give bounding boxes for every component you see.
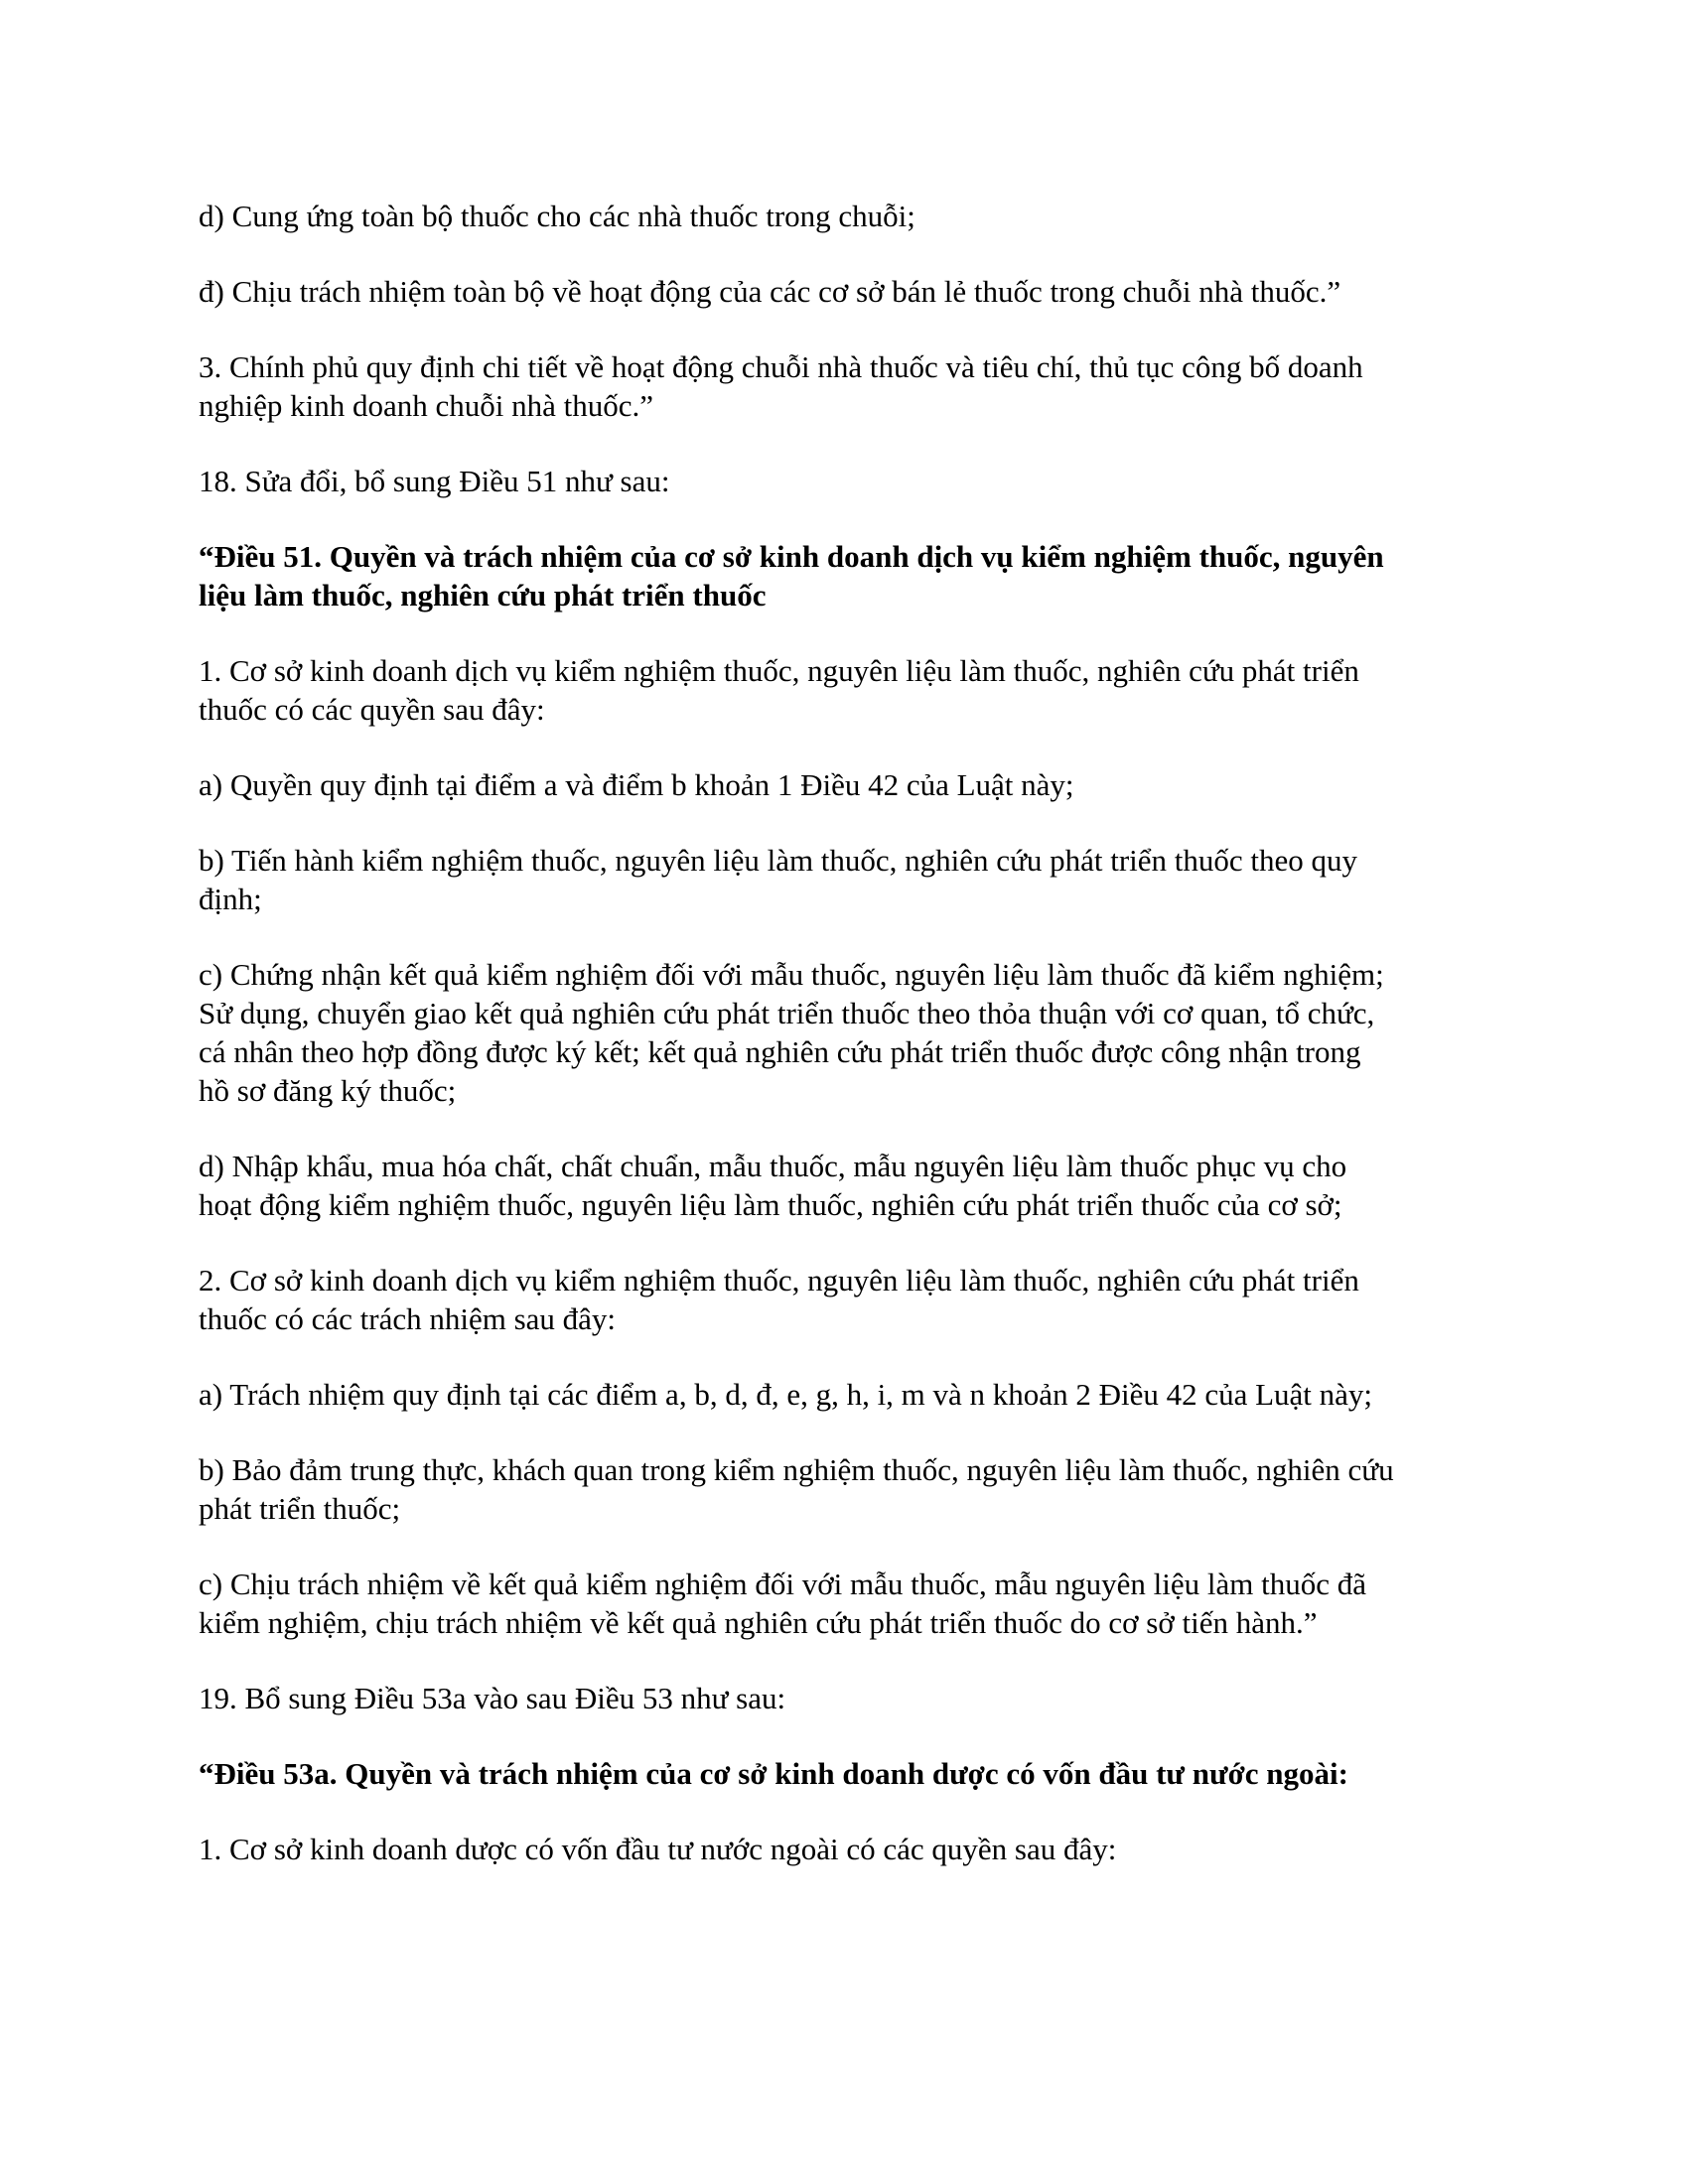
text-line: 3. Chính phủ quy định chi tiết về hoạt động chuỗi nhà thuốc và tiêu chí, thủ tục công bố doanh xyxy=(199,349,1363,384)
paragraph xyxy=(199,651,1489,729)
text-line: kiểm nghiệm, chịu trách nhiệm về kết quả nghiên cứu phát triển thuốc do cơ sở tiến hành.” xyxy=(199,1605,1318,1640)
paragraph xyxy=(199,955,1489,1110)
text-line: a) Quyền quy định tại điểm a và điểm b khoản 1 Điều 42 của Luật này; xyxy=(199,767,1074,802)
text-line: định; xyxy=(199,882,262,916)
paragraph xyxy=(199,841,1489,918)
article-heading xyxy=(199,537,1489,614)
paragraph xyxy=(199,272,1489,311)
text-line: b) Tiến hành kiểm nghiệm thuốc, nguyên liệu làm thuốc, nghiên cứu phát triển thuốc theo quy xyxy=(199,843,1358,878)
text-line: 1. Cơ sở kinh doanh dịch vụ kiểm nghiệm thuốc, nguyên liệu làm thuốc, nghiên cứu phát triển xyxy=(199,653,1359,688)
paragraph xyxy=(199,765,1489,804)
text-line: hoạt động kiểm nghiệm thuốc, nguyên liệu làm thuốc, nghiên cứu phát triển thuốc của cơ sở; xyxy=(199,1187,1342,1222)
article-heading xyxy=(199,1754,1489,1793)
text-line: a) Trách nhiệm quy định tại các điểm a, b, d, đ, e, g, h, i, m và n khoản 2 Điều 42 của Luật này; xyxy=(199,1377,1373,1412)
text-line: b) Bảo đảm trung thực, khách quan trong kiểm nghiệm thuốc, nguyên liệu làm thuốc, nghiên cứu xyxy=(199,1452,1394,1487)
text-line: thuốc có các trách nhiệm sau đây: xyxy=(199,1301,617,1336)
paragraph xyxy=(199,1147,1489,1224)
text-line: 18. Sửa đổi, bổ sung Điều 51 như sau: xyxy=(199,464,670,498)
text-line: 1. Cơ sở kinh doanh dược có vốn đầu tư nước ngoài có các quyền sau đây: xyxy=(199,1832,1117,1866)
text-line: d) Cung ứng toàn bộ thuốc cho các nhà thuốc trong chuỗi; xyxy=(199,199,915,233)
text-line: nghiệp kinh doanh chuỗi nhà thuốc.” xyxy=(199,388,654,423)
text-line: liệu làm thuốc, nghiên cứu phát triển thuốc xyxy=(199,578,767,613)
paragraph xyxy=(199,347,1489,425)
paragraph xyxy=(199,1375,1489,1414)
text-line: d) Nhập khẩu, mua hóa chất, chất chuẩn, mẫu thuốc, mẫu nguyên liệu làm thuốc phục vụ cho xyxy=(199,1149,1347,1183)
paragraph xyxy=(199,1830,1489,1868)
text-line: 19. Bổ sung Điều 53a vào sau Điều 53 như sau: xyxy=(199,1681,786,1715)
text-line: c) Chứng nhận kết quả kiểm nghiệm đối với mẫu thuốc, nguyên liệu làm thuốc đã kiểm nghiệm; xyxy=(199,957,1384,992)
text-line: Sử dụng, chuyển giao kết quả nghiên cứu phát triển thuốc theo thỏa thuận với cơ quan, tổ chức, xyxy=(199,996,1375,1030)
text-line: hồ sơ đăng ký thuốc; xyxy=(199,1073,457,1108)
paragraph xyxy=(199,1565,1489,1642)
paragraph xyxy=(199,1450,1489,1528)
text-line: c) Chịu trách nhiệm về kết quả kiểm nghiệm đối với mẫu thuốc, mẫu nguyên liệu làm thuốc đã xyxy=(199,1567,1367,1601)
paragraph xyxy=(199,1261,1489,1338)
paragraph xyxy=(199,197,1489,235)
text-line: 2. Cơ sở kinh doanh dịch vụ kiểm nghiệm thuốc, nguyên liệu làm thuốc, nghiên cứu phát triển xyxy=(199,1263,1359,1297)
text-line: phát triển thuốc; xyxy=(199,1491,401,1526)
paragraph xyxy=(199,462,1489,500)
text-line: thuốc có các quyền sau đây: xyxy=(199,692,545,727)
text-line: “Điều 51. Quyền và trách nhiệm của cơ sở kinh doanh dịch vụ kiểm nghiệm thuốc, nguyên xyxy=(199,539,1384,574)
text-line: đ) Chịu trách nhiệm toàn bộ về hoạt động của các cơ sở bán lẻ thuốc trong chuỗi nhà thuốc.” xyxy=(199,274,1341,309)
text-line: cá nhân theo hợp đồng được ký kết; kết quả nghiên cứu phát triển thuốc được công nhận trong xyxy=(199,1034,1361,1069)
document-page xyxy=(199,197,1489,1905)
paragraph xyxy=(199,1679,1489,1717)
text-line: “Điều 53a. Quyền và trách nhiệm của cơ sở kinh doanh dược có vốn đầu tư nước ngoài: xyxy=(199,1756,1348,1791)
